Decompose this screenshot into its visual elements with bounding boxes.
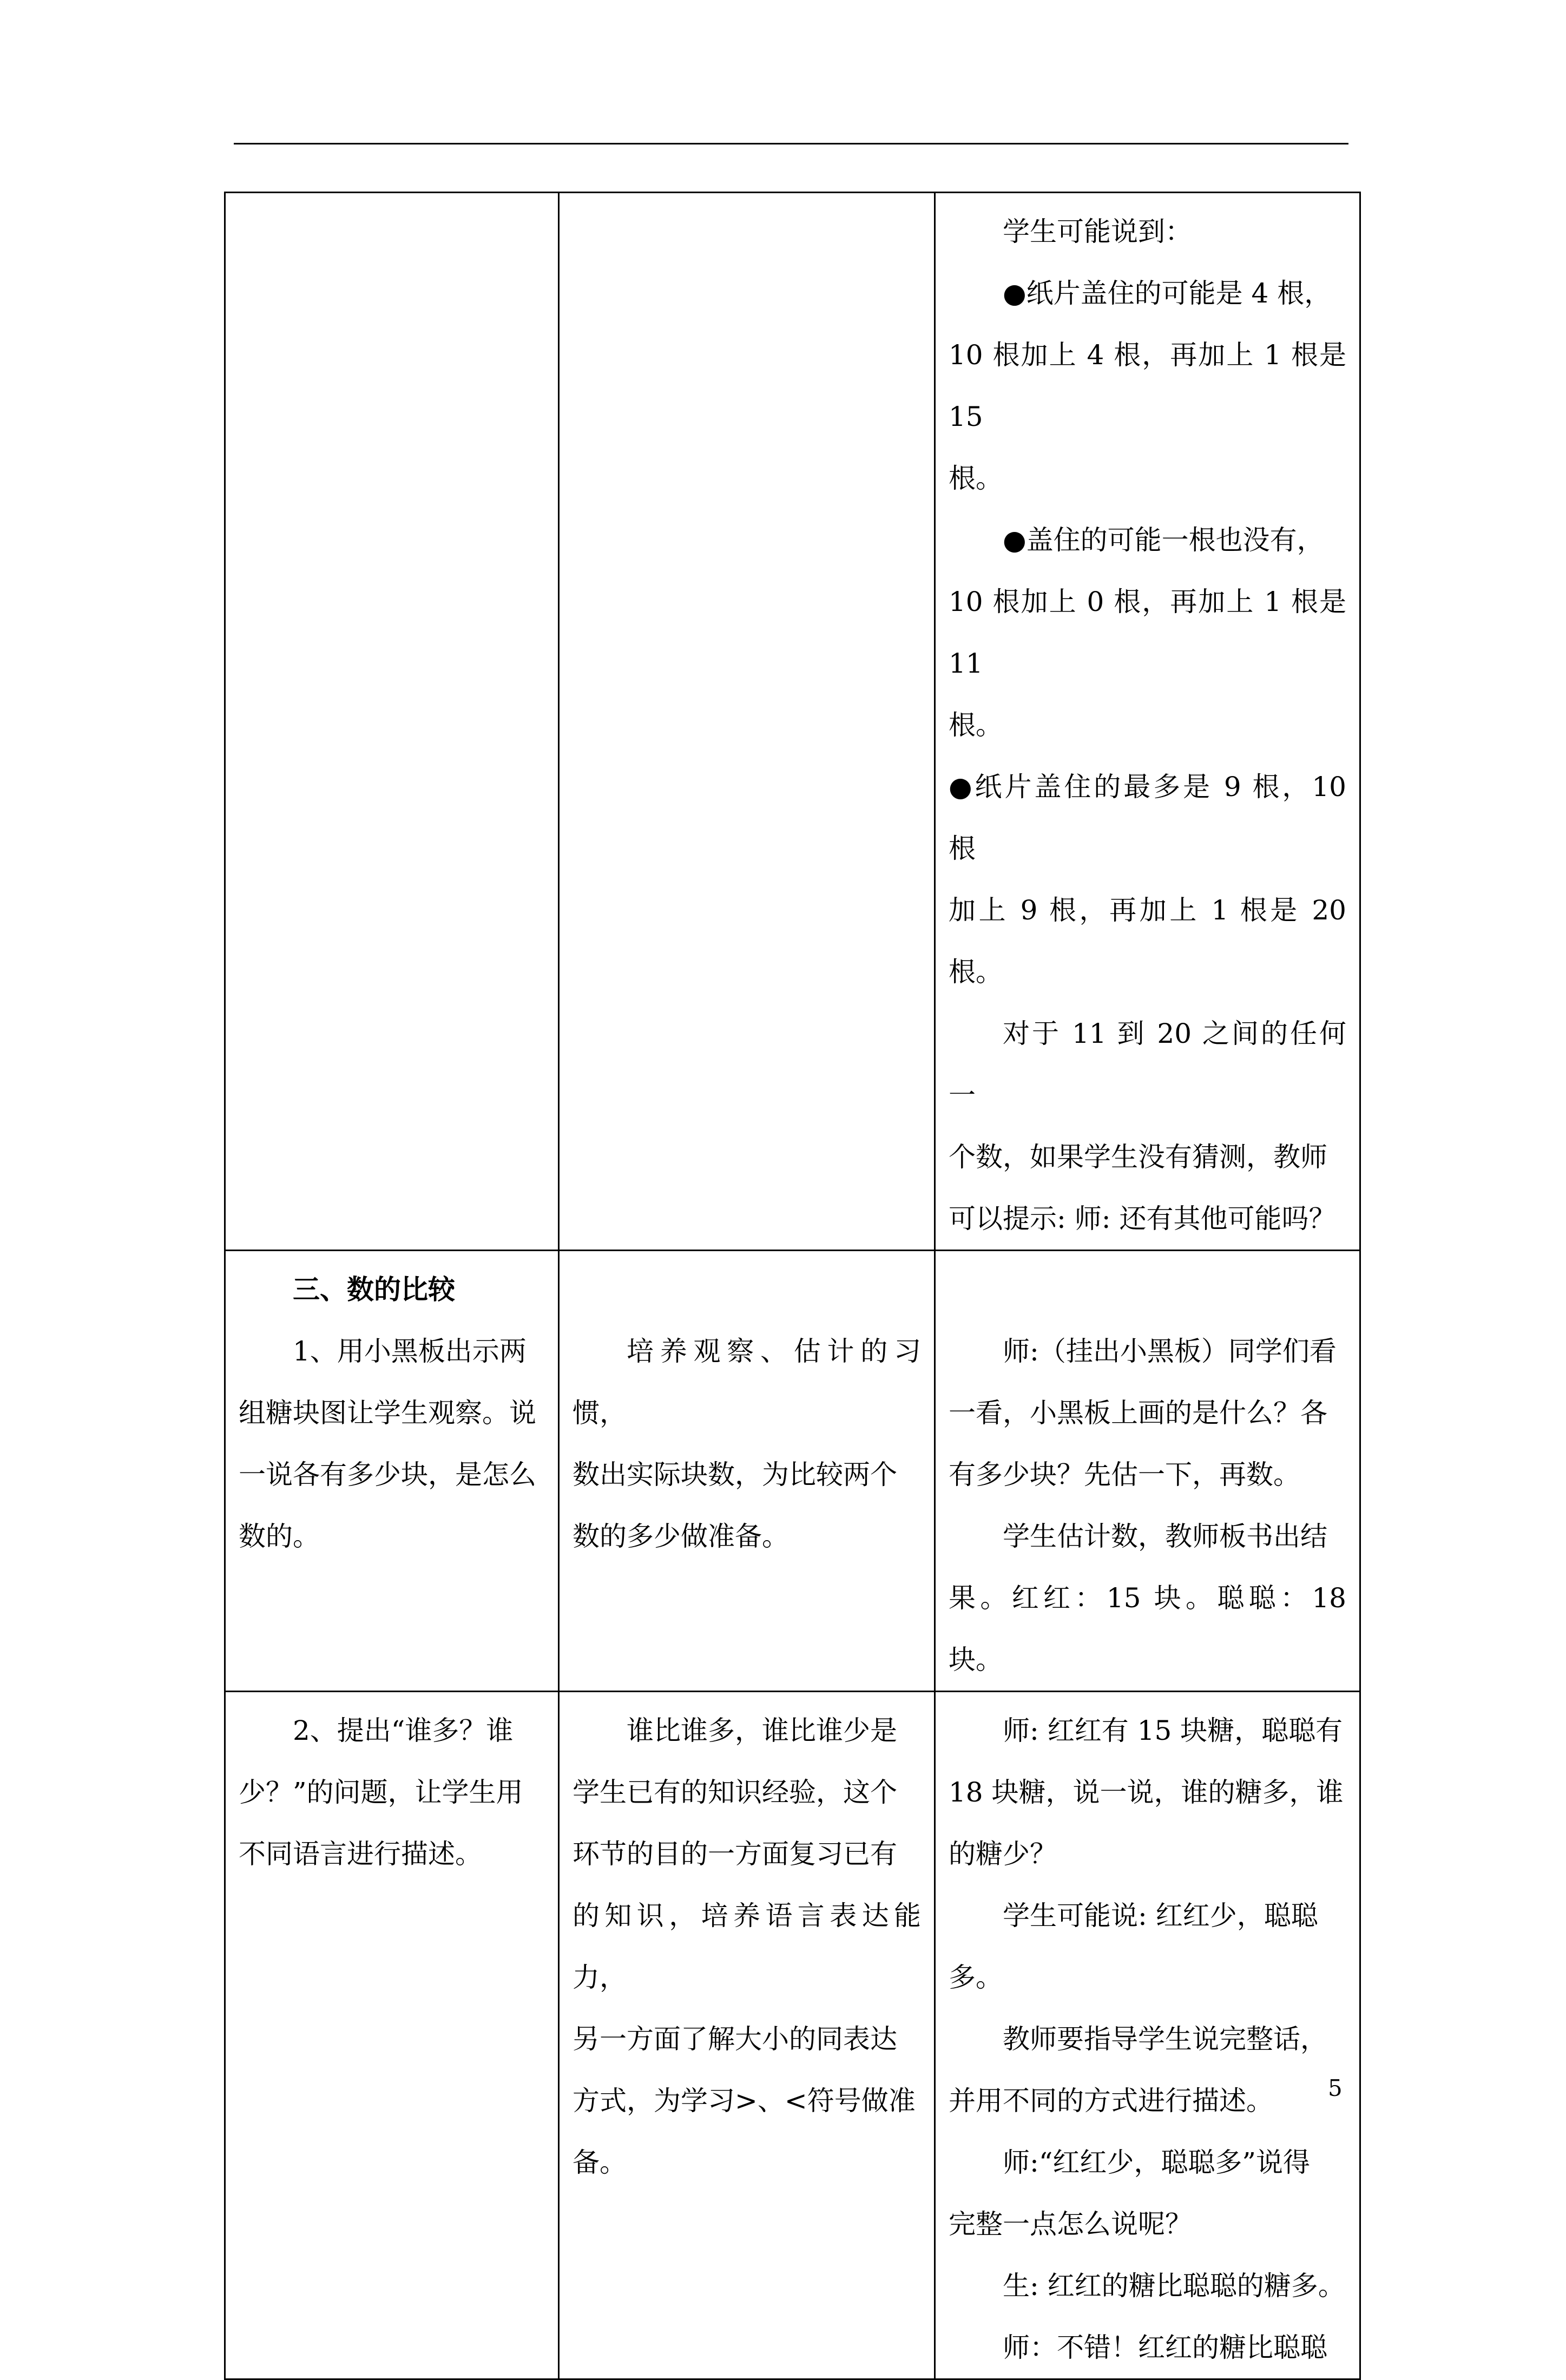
text-line: ●盖住的可能一根也没有，	[1003, 524, 1324, 556]
text-line: 学生可能说: 红红少，聪聪	[1003, 1900, 1318, 1931]
text-line: 对于 11 到 20 之间的任何一	[949, 1018, 1346, 1111]
table-row	[225, 1692, 1360, 2379]
text-line: 培养观察、估计的习惯，	[573, 1336, 921, 1429]
purpose-cell	[559, 1692, 935, 2379]
text-line: 师：不错！红红的糖比聪聪	[1003, 2332, 1327, 2363]
text-line: 完整一点怎么说呢？	[949, 2208, 1192, 2240]
text-line: 加上 9 根，再加上 1 根是 20 根。	[949, 895, 1346, 988]
text-line: 谁比谁多，谁比谁少是	[627, 1715, 897, 1746]
text-line: 师: 红红有 15 块糖，聪聪有	[1003, 1715, 1343, 1746]
text-line: 个数，如果学生没有猜测，教师	[949, 1141, 1327, 1173]
text-line: 一说各有多少块，是怎么	[239, 1459, 536, 1490]
text-line: 师:（挂出小黑板）同学们看	[1003, 1336, 1337, 1367]
text-line: 果。红红：15 块。聪聪：18 块。	[949, 1582, 1346, 1675]
text-line: 多。	[949, 1962, 1003, 1993]
activity-cell	[225, 1692, 559, 2379]
text-line: 10 根加上 0 根，再加上 1 根是 11	[949, 586, 1346, 679]
text-line: 环节的目的一方面复习已有	[573, 1838, 897, 1870]
text-line: 教师要指导学生说完整话，	[1003, 2023, 1327, 2055]
text-line: 组糖块图让学生观察。说	[239, 1397, 536, 1429]
text-line: ●纸片盖住的最多是 9 根，10 根	[949, 771, 1346, 864]
text-line: 学生估计数，教师板书出结	[1003, 1521, 1327, 1552]
section-heading: 三、数的比较	[293, 1273, 455, 1305]
text-line: 数的多少做准备。	[573, 1521, 789, 1552]
text-line: 学生可能说到：	[1003, 216, 1192, 247]
text-line: 根。	[949, 709, 1003, 741]
text-line: 2、提出“谁多？谁	[293, 1715, 514, 1746]
text-line: 根。	[949, 463, 1003, 494]
table-row	[225, 1251, 1360, 1692]
text-line: 数出实际块数，为比较两个	[573, 1459, 897, 1490]
text-line: 的糖少？	[949, 1838, 1057, 1870]
text-line: 备。	[573, 2147, 627, 2178]
header-rule	[234, 143, 1348, 144]
text-line: 生: 红红的糖比聪聪的糖多。	[1003, 2270, 1345, 2302]
text-line: 并用不同的方式进行描述。	[949, 2085, 1273, 2116]
text-line: 学生已有的知识经验，这个	[573, 1777, 897, 1808]
lesson-plan-table	[224, 192, 1361, 2380]
process-cell	[935, 1692, 1360, 2379]
text-line: 有多少块？先估一下，再数。	[949, 1459, 1300, 1490]
text-line: 师:“红红少，聪聪多”说得	[1003, 2147, 1310, 2178]
text-line	[573, 1259, 921, 1320]
text-line: 另一方面了解大小的同表达	[573, 2023, 897, 2055]
text-line: 方式，为学习>、<符号做准	[573, 2085, 916, 2116]
text-line: 10 根加上 4 根，再加上 1 根是 15	[949, 339, 1346, 432]
purpose-cell	[559, 1251, 935, 1692]
text-line: 18 块糖，说一说，谁的糖多，谁	[949, 1777, 1344, 1808]
text-line	[949, 1259, 1346, 1320]
purpose-cell	[559, 193, 935, 1251]
activity-cell	[225, 193, 559, 1251]
text-line: 的知识，培养语言表达能力，	[573, 1900, 921, 1993]
text-line: 1、用小黑板出示两	[293, 1336, 527, 1367]
text-line: 一看，小黑板上画的是什么？各	[949, 1397, 1327, 1429]
activity-cell	[225, 1251, 559, 1692]
text-line: ●纸片盖住的可能是 4 根，	[1003, 278, 1332, 309]
text-line: 不同语言进行描述。	[239, 1838, 482, 1870]
text-line: 可以提示: 师: 还有其他可能吗？	[949, 1203, 1336, 1234]
text-line: 数的。	[239, 1521, 320, 1552]
table-row	[225, 193, 1360, 1251]
text-line: 少？”的问题，让学生用	[239, 1777, 523, 1808]
process-cell	[935, 1251, 1360, 1692]
page-number: 5	[1328, 2075, 1343, 2101]
process-cell	[935, 193, 1360, 1251]
